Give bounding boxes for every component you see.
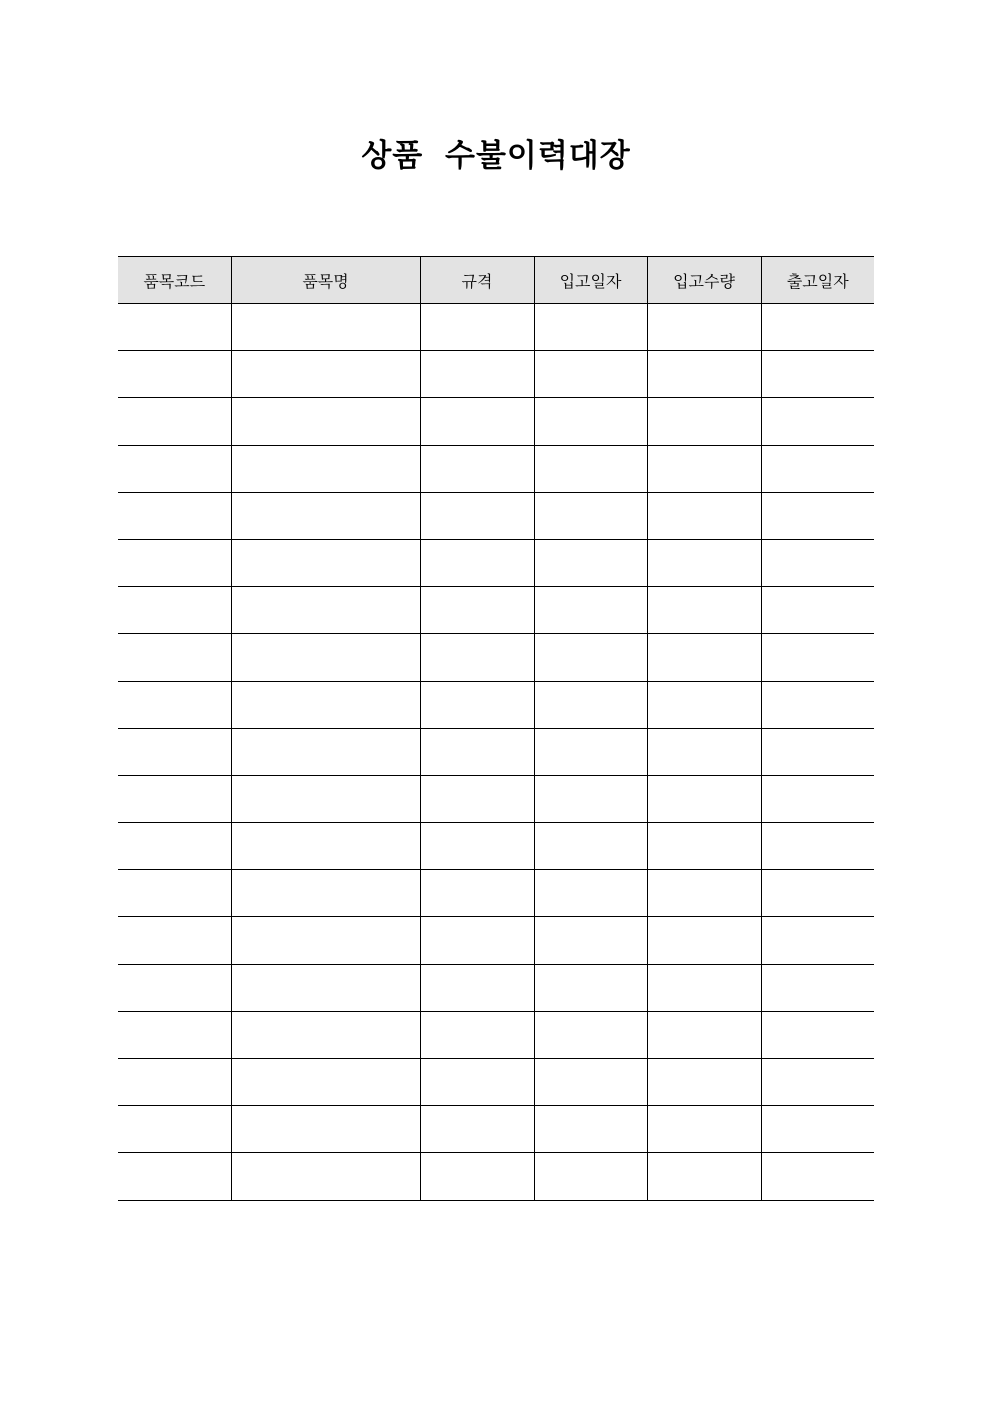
item-name-cell[interactable]: [231, 681, 420, 728]
item-name-cell[interactable]: [231, 539, 420, 586]
receipt-qty-cell[interactable]: [647, 492, 761, 539]
page-title: 상품 수불이력대장: [361, 138, 631, 174]
issue-date-cell[interactable]: [761, 775, 874, 822]
issue-date-cell[interactable]: [761, 1059, 874, 1106]
issue-date-cell[interactable]: [761, 1011, 874, 1058]
item-name-cell[interactable]: [231, 398, 420, 445]
header-issue-date: 출고일자: [761, 257, 874, 304]
table-row: [118, 634, 874, 681]
header-row: [118, 257, 874, 304]
receipt-date-cell[interactable]: [534, 917, 647, 964]
item-code-cell[interactable]: [118, 445, 231, 492]
spec-cell[interactable]: [420, 1153, 534, 1200]
receipt-date-cell[interactable]: [534, 398, 647, 445]
item-name-cell[interactable]: [231, 587, 420, 634]
spec-cell[interactable]: [420, 728, 534, 775]
table-row: [118, 1106, 874, 1153]
receipt-qty-cell[interactable]: [647, 539, 761, 586]
issue-date-cell[interactable]: [761, 1153, 874, 1200]
receipt-date-cell[interactable]: [534, 728, 647, 775]
receipt-qty-cell[interactable]: [647, 1153, 761, 1200]
spec-cell[interactable]: [420, 539, 534, 586]
issue-date-cell[interactable]: [761, 587, 874, 634]
spec-cell[interactable]: [420, 964, 534, 1011]
item-name-cell[interactable]: [231, 634, 420, 681]
receipt-qty-cell[interactable]: [647, 681, 761, 728]
item-name-cell[interactable]: [231, 351, 420, 398]
table-row: [118, 870, 874, 917]
item-code-cell[interactable]: [118, 823, 231, 870]
table-row: [118, 351, 874, 398]
receipt-qty-cell[interactable]: [647, 587, 761, 634]
spec-cell[interactable]: [420, 445, 534, 492]
item-name-cell[interactable]: [231, 775, 420, 822]
issue-date-cell[interactable]: [761, 870, 874, 917]
issue-date-cell[interactable]: [761, 539, 874, 586]
receipt-qty-cell[interactable]: [647, 728, 761, 775]
spec-cell[interactable]: [420, 870, 534, 917]
spec-cell[interactable]: [420, 398, 534, 445]
item-code-cell[interactable]: [118, 1153, 231, 1200]
receipt-date-cell[interactable]: [534, 681, 647, 728]
receipt-date-cell[interactable]: [534, 870, 647, 917]
spec-cell[interactable]: [420, 917, 534, 964]
receipt-date-cell[interactable]: [534, 445, 647, 492]
item-code-cell[interactable]: [118, 587, 231, 634]
spec-cell[interactable]: [420, 492, 534, 539]
item-code-cell[interactable]: [118, 492, 231, 539]
issue-date-cell[interactable]: [761, 398, 874, 445]
receipt-date-cell[interactable]: [534, 1106, 647, 1153]
receipt-qty-cell[interactable]: [647, 917, 761, 964]
table-row: [118, 539, 874, 586]
receipt-qty-cell[interactable]: [647, 775, 761, 822]
item-code-cell[interactable]: [118, 1059, 231, 1106]
table-row: [118, 398, 874, 445]
table-row: [118, 728, 874, 775]
item-code-cell[interactable]: [118, 728, 231, 775]
spec-cell[interactable]: [420, 1106, 534, 1153]
spec-cell[interactable]: [420, 1059, 534, 1106]
item-name-cell[interactable]: [231, 870, 420, 917]
header-receipt-date: 입고일자: [534, 257, 647, 304]
issue-date-cell[interactable]: [761, 492, 874, 539]
table-row: [118, 917, 874, 964]
receipt-date-cell[interactable]: [534, 304, 647, 351]
item-code-cell[interactable]: [118, 304, 231, 351]
issue-date-cell[interactable]: [761, 445, 874, 492]
issue-date-cell[interactable]: [761, 681, 874, 728]
receipt-date-cell[interactable]: [534, 964, 647, 1011]
issue-date-cell[interactable]: [761, 304, 874, 351]
receipt-date-cell[interactable]: [534, 775, 647, 822]
item-code-cell[interactable]: [118, 398, 231, 445]
table-row: [118, 1059, 874, 1106]
item-name-cell[interactable]: [231, 1011, 420, 1058]
table-row: [118, 823, 874, 870]
table-row: [118, 964, 874, 1011]
receipt-qty-cell[interactable]: [647, 398, 761, 445]
item-name-cell[interactable]: [231, 445, 420, 492]
issue-date-cell[interactable]: [761, 351, 874, 398]
table-row: [118, 587, 874, 634]
receipt-date-cell[interactable]: [534, 539, 647, 586]
header-spec: 규격: [420, 257, 534, 304]
item-name-cell[interactable]: [231, 1059, 420, 1106]
spec-cell[interactable]: [420, 1011, 534, 1058]
receipt-date-cell[interactable]: [534, 351, 647, 398]
item-code-cell[interactable]: [118, 775, 231, 822]
receipt-qty-cell[interactable]: [647, 1106, 761, 1153]
item-name-cell[interactable]: [231, 823, 420, 870]
receipt-qty-cell[interactable]: [647, 823, 761, 870]
item-name-cell[interactable]: [231, 304, 420, 351]
ledger-table: [118, 256, 874, 1201]
table-row: [118, 1011, 874, 1058]
item-code-cell[interactable]: [118, 351, 231, 398]
receipt-date-cell[interactable]: [534, 1011, 647, 1058]
spec-cell[interactable]: [420, 681, 534, 728]
item-name-cell[interactable]: [231, 728, 420, 775]
spec-cell[interactable]: [420, 587, 534, 634]
item-name-cell[interactable]: [231, 1106, 420, 1153]
receipt-date-cell[interactable]: [534, 587, 647, 634]
receipt-date-cell[interactable]: [534, 1153, 647, 1200]
receipt-date-cell[interactable]: [534, 492, 647, 539]
spec-cell[interactable]: [420, 304, 534, 351]
header-item-name: 품목명: [231, 257, 420, 304]
spec-cell[interactable]: [420, 823, 534, 870]
item-name-cell[interactable]: [231, 917, 420, 964]
receipt-date-cell[interactable]: [534, 1059, 647, 1106]
receipt-qty-cell[interactable]: [647, 634, 761, 681]
table-row: [118, 681, 874, 728]
receipt-qty-cell[interactable]: [647, 1059, 761, 1106]
issue-date-cell[interactable]: [761, 728, 874, 775]
table-row: [118, 445, 874, 492]
item-name-cell[interactable]: [231, 964, 420, 1011]
table-row: [118, 1153, 874, 1200]
receipt-qty-cell[interactable]: [647, 445, 761, 492]
item-code-cell[interactable]: [118, 634, 231, 681]
item-code-cell[interactable]: [118, 1106, 231, 1153]
receipt-date-cell[interactable]: [534, 634, 647, 681]
item-name-cell[interactable]: [231, 1153, 420, 1200]
receipt-qty-cell[interactable]: [647, 351, 761, 398]
item-code-cell[interactable]: [118, 681, 231, 728]
header-receipt-qty: 입고수량: [647, 257, 761, 304]
table-row: [118, 304, 874, 351]
header-item-code: 품목코드: [118, 257, 231, 304]
spec-cell[interactable]: [420, 351, 534, 398]
issue-date-cell[interactable]: [761, 823, 874, 870]
receipt-date-cell[interactable]: [534, 823, 647, 870]
receipt-qty-cell[interactable]: [647, 964, 761, 1011]
issue-date-cell[interactable]: [761, 917, 874, 964]
item-code-cell[interactable]: [118, 539, 231, 586]
item-name-cell[interactable]: [231, 492, 420, 539]
receipt-qty-cell[interactable]: [647, 304, 761, 351]
item-code-cell[interactable]: [118, 964, 231, 1011]
issue-date-cell[interactable]: [761, 1106, 874, 1153]
item-code-cell[interactable]: [118, 1011, 231, 1058]
receipt-qty-cell[interactable]: [647, 1011, 761, 1058]
ledger-body: [118, 304, 874, 1201]
table-row: [118, 775, 874, 822]
issue-date-cell[interactable]: [761, 964, 874, 1011]
spec-cell[interactable]: [420, 634, 534, 681]
spec-cell[interactable]: [420, 775, 534, 822]
table-row: [118, 492, 874, 539]
receipt-qty-cell[interactable]: [647, 870, 761, 917]
issue-date-cell[interactable]: [761, 634, 874, 681]
item-code-cell[interactable]: [118, 870, 231, 917]
item-code-cell[interactable]: [118, 917, 231, 964]
